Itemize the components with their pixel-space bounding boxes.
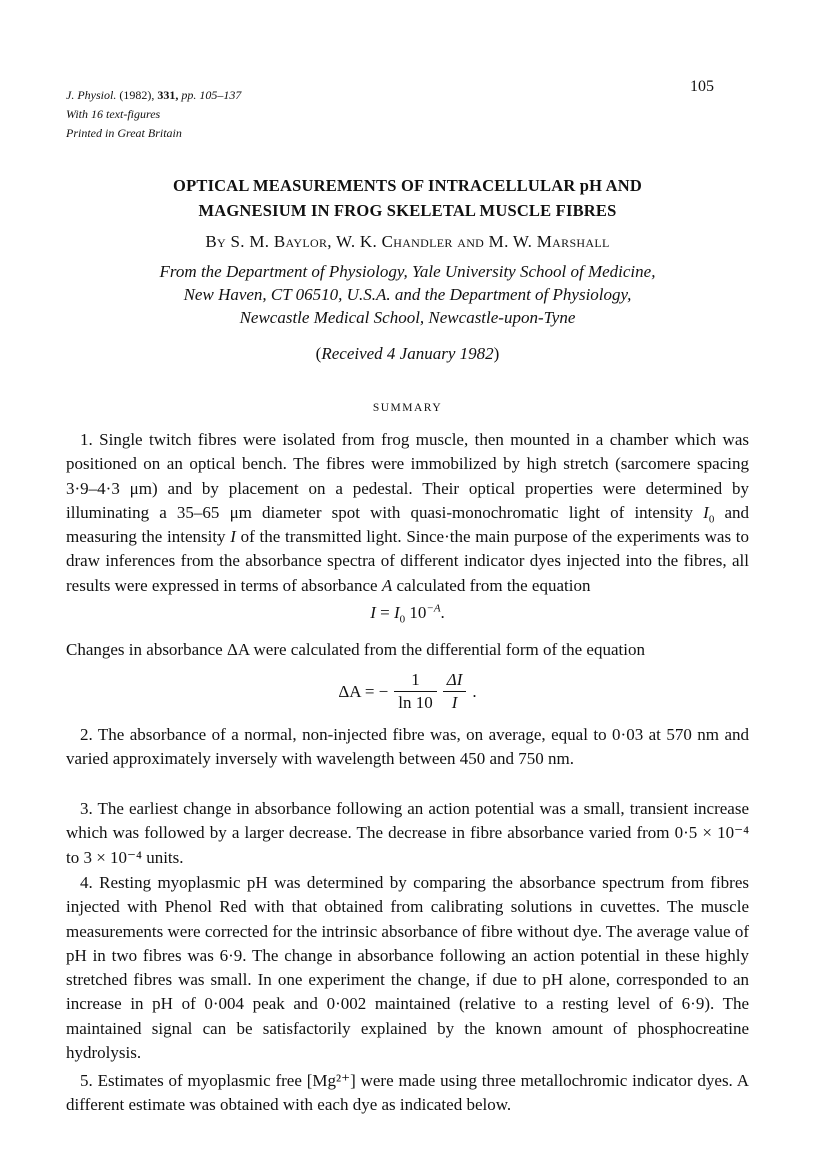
eq2-fraction-1 — [394, 670, 436, 713]
eq1-lhs: I — [370, 603, 376, 622]
eq1-rhs-base: 10 — [405, 603, 427, 622]
received-text: Received 4 January 1982 — [321, 344, 494, 363]
eq2-frac2-num: ΔI — [443, 670, 467, 692]
transmitted-intensity-symbol: I — [230, 527, 236, 547]
para4-text: 4. Resting myoplasmic pH was determined by comparing the absorbance spectrum from fibres injected with Phenol Red with that obtained from calibrating solutions in cuvettes. The muscle measurements were corrected for the intrinsic absorbance of fibre without dye. The average value of pH in two fibres was 6·9. The change in absorbance following an action potential in these highly stretched fibres was small. In one experiment the change, if due to pH alone, corresponded to an increase in pH of 0·004 peak and 0·002 maintained (relative to a resting level of 6·9). The maintained signal can be satisfactorily explained by the known amount of phosphocreatine hydrolysis. — [66, 873, 749, 1063]
author-list: By S. M. Baylor, W. K. Chandler and M. W. Marshall — [205, 232, 610, 251]
changes-text: Changes in absorbance ΔA were calculated from the differential form of the equation — [66, 640, 645, 659]
affiliation-line-1: From the Department of Physiology, Yale University School of Medicine, — [159, 262, 656, 281]
affiliation-line-3: Newcastle Medical School, Newcastle-upon-Tyne — [239, 308, 576, 327]
eq2-fraction-2 — [443, 670, 467, 713]
page-number: 105 — [690, 78, 714, 95]
summary-paragraph-1 — [66, 428, 749, 598]
title-line-1: OPTICAL MEASUREMENTS OF INTRACELLULAR pH AND — [173, 176, 642, 195]
printed-in: Printed in Great Britain — [66, 126, 182, 140]
eq2-frac2-den: I — [451, 693, 458, 712]
eq2-end: . — [472, 681, 477, 701]
summary-paragraph-4 — [66, 871, 749, 1065]
para1-text-c: of the transmitted light. Since·the main purpose of the experiments was to draw inferences from the absorbance spectra of different indicator dyes injected into the fibres, all results were expressed in terms of absorbance — [66, 527, 749, 595]
equation-delta-absorbance — [66, 670, 749, 713]
figure-count: With 16 text-figures — [66, 107, 161, 121]
eq2-frac1-num: 1 — [394, 670, 436, 692]
equation-absorbance — [66, 602, 749, 626]
para2-text: 2. The absorbance of a normal, non-injected fibre was, on average, equal to 0·03 at 570 nm and varied approximately inversely with wavelength between 450 and 750 nm. — [66, 725, 749, 769]
eq1-rhs-exp: −A — [426, 602, 441, 615]
citation-line — [66, 86, 466, 105]
intensity-subscript: 0 — [708, 513, 715, 526]
para5-text: 5. Estimates of myoplasmic free [Mg²⁺] were made using three metallochromic indicator dyes. A different estimate was obtained with each dye as indicated below. — [66, 1071, 749, 1115]
changes-paragraph — [66, 638, 749, 662]
journal-pages: pp. 105–137 — [181, 88, 242, 102]
eq1-rhs-var: I — [393, 603, 400, 622]
eq1-end: . — [440, 603, 445, 622]
journal-citation — [66, 86, 466, 143]
para1-text-a: 1. Single twitch fibres were isolated from frog muscle, then mounted in a chamber which was positioned on an optical bench. The fibres were immobilized by high stretch (sarcomere spacing 3·9–4·3 μm) and by placement on a pedestal. Their optical properties were determined by illuminating a 35–65 μm diameter spot with quasi-monochromatic light of intensity — [66, 430, 749, 522]
eq2-frac1-den: ln 10 — [398, 693, 433, 712]
title-line-2: MAGNESIUM IN FROG SKELETAL MUSCLE FIBRES — [198, 201, 617, 220]
eq2-lhs: ΔA = − — [338, 681, 389, 701]
summary-paragraph-2 — [66, 723, 749, 772]
summary-heading: SUMMARY — [372, 402, 443, 414]
summary-paragraph-3 — [66, 797, 749, 870]
para3-text: 3. The earliest change in absorbance following an action potential was a small, transient increase which was followed by a larger decrease. The decrease in fibre absorbance varied from 0·5 × 10⁻⁴ to 3 × 10⁻⁴ units. — [66, 799, 749, 867]
absorbance-symbol: A — [381, 575, 393, 595]
affiliation — [66, 260, 749, 329]
paper-title — [66, 173, 749, 223]
journal-name: J. Physiol. — [66, 88, 117, 102]
received-date: (Received 4 January 1982) — [315, 344, 500, 363]
para1-text-b: and measuring the intensity — [66, 502, 750, 547]
summary-paragraph-5 — [66, 1069, 749, 1118]
affiliation-line-2: New Haven, CT 06510, U.S.A. and the Department of Physiology, — [183, 285, 632, 304]
eq1-equals: = — [375, 603, 394, 622]
journal-year: (1982), — [119, 88, 155, 102]
journal-volume: 331, — [157, 88, 179, 102]
para1-text-d: calculated from the equation — [392, 575, 591, 595]
eq1-rhs-sub: 0 — [399, 613, 406, 626]
intensity-symbol: I — [703, 502, 709, 522]
